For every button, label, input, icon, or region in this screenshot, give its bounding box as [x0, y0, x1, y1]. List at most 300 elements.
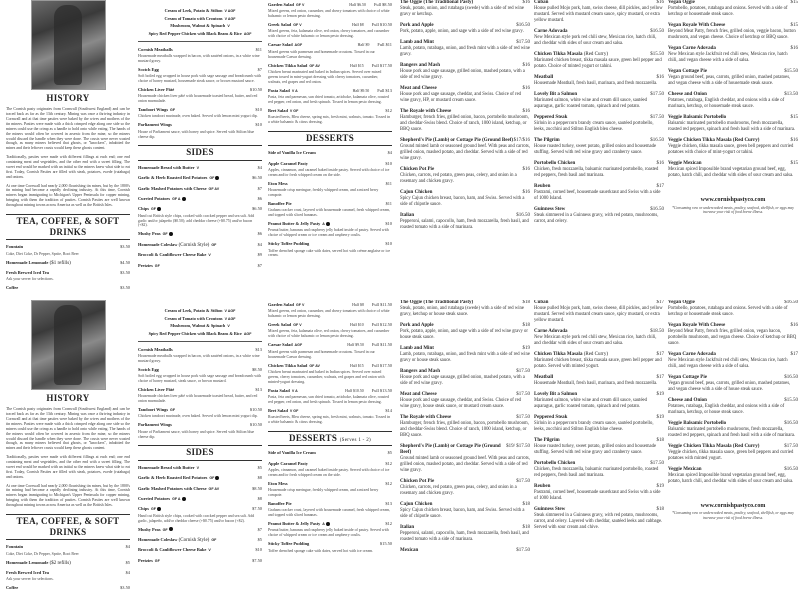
- full-price: Full $17.50: [371, 362, 392, 368]
- drinks-title: TEA, COFFEE, & SOFT DRINKS: [6, 214, 130, 241]
- item-header: [138, 196, 262, 203]
- item-name: Homemade Lemonade: [6, 559, 49, 565]
- item-description: Potatoes, rutabaga, English cheddar, and onions with a side of marinara, ketchup, or house steak sauce.: [668, 404, 785, 415]
- dietary-tag: GF AV: [308, 363, 320, 368]
- pasty-list-a: [400, 300, 530, 554]
- item-price: $6.50: [252, 175, 262, 181]
- full-price: Full $10.50: [371, 22, 392, 28]
- half-price: Half $9.50: [347, 343, 364, 348]
- menu-item: [138, 87, 262, 104]
- item-price: $4.50: [120, 259, 130, 265]
- item-price: $13: [385, 500, 392, 506]
- item-title: [138, 175, 219, 182]
- dietary-tag: GF: [210, 242, 217, 247]
- item-name: Shepherd's Pie (Lamb) or Cottage Pie (Ground Beef): [400, 138, 514, 143]
- item-price: $13: [255, 346, 262, 352]
- item-title: [6, 585, 18, 592]
- soup-name: Cream of Tomato with Croutons: [164, 315, 224, 321]
- item-description: Mixed greens, red onion, cucumber, and cherry tomatoes with choice of white balsamic or lemon pesto dressing.: [268, 9, 390, 19]
- menu-item: [268, 150, 392, 157]
- item-description: Roasted beets, Bleu cheese, spring mix, fresh mint, walnuts, tomato. Tossed in a white balsamic & citrus dressing.: [268, 415, 391, 424]
- item-price: $3.50: [120, 244, 130, 250]
- item-price: $17.50: [516, 392, 530, 397]
- item-description: Portobello, potatoes, rutabaga and onions. Served with a side of ketchup or housemade steak sauce.: [668, 306, 788, 318]
- item-price: $4: [387, 150, 392, 156]
- menu-item: [400, 190, 530, 208]
- menu-item: [138, 263, 262, 270]
- item-title: [138, 422, 172, 429]
- item-description: Marinated salmon, white wine and cream dill sauce, sautéed asparagus, garlic roasted tomato, spinach and red potato.: [534, 398, 647, 410]
- item-price: $8.50: [252, 366, 262, 372]
- item-header: [138, 165, 262, 172]
- item-price: $16: [522, 86, 530, 92]
- menu-item: [268, 541, 392, 553]
- dietary-tag: GF: [169, 408, 176, 413]
- item-name: The Pilgrim: [534, 438, 560, 443]
- pasties-column-b: [534, 0, 664, 300]
- item-header: [138, 547, 262, 554]
- item-name: Chicken Liver Pâté: [138, 86, 175, 92]
- dietary-tag: GF: [153, 558, 160, 563]
- menu-item: [138, 506, 262, 523]
- item-description: Pasta, feta and parmesan, sun dried tomato, artichoke, kalamata olive, roasted red pepper, red onion, and fresh spinach. Tossed in lemon pesto dressing.: [268, 94, 389, 104]
- vegan-option-icon: [326, 222, 330, 226]
- full-price: Full $12.50: [371, 322, 392, 328]
- item-price: $4: [257, 241, 262, 247]
- item-price: $17.50: [516, 415, 530, 420]
- item-name: Homemade Bread with Butter: [138, 464, 195, 470]
- item-description: Marinated chicken breast, tikka masala sauce, green bell pepper and potato. Served with minted yogurt.: [534, 358, 662, 369]
- history-paragraph: At one time Cornwall had nearly 2,000 flourishing tin mines, but by the 1800's tin mining had become a rapidly declining industry. At this time, Cornish miners began immigrating to Michigan's Upper Peninsula for copper mining, bringing with them the tradition of pasties. Cornish Pasties are well known throughout mining towns across America as well as the British Isles.: [6, 183, 130, 207]
- menu-item: [138, 558, 262, 565]
- item-header: [268, 42, 392, 49]
- item-description: Soft boiled egg wrapped in house pork with sage sausage and breadcrumb with choice of honey mustard, housemade steak sauce, or brown mustard sauce.: [138, 73, 262, 83]
- menu-item: [534, 329, 664, 347]
- item-description: Balsamic marinated portobello mushrooms, fresh mozzarella, roasted red peppers, spinach and fresh basil with a side of marinara.: [668, 121, 796, 133]
- item-header: [268, 221, 392, 228]
- item-header: [138, 465, 262, 472]
- item-price: $4: [125, 570, 130, 576]
- item-name: The Oggie (The Traditional Pasty): [400, 300, 474, 305]
- item-header: [138, 537, 262, 544]
- item-description: Pork, potato, apple, onion, and sage with a side of red wine gravy or house steak sauce.: [400, 329, 528, 341]
- item-name: Vegan Carne Adovada: [668, 46, 716, 51]
- item-name: Parliament Wings: [138, 422, 172, 428]
- pasties-column-a: [400, 300, 530, 600]
- item-price: $15.50: [650, 51, 664, 57]
- half-price: Half $9.50: [352, 88, 370, 93]
- item-header: [138, 87, 262, 94]
- item-name: Meat and Cheese: [400, 392, 437, 397]
- item-title: [138, 496, 186, 503]
- vegan-option-icon: [215, 176, 219, 180]
- item-header: [268, 501, 392, 508]
- item-price: $10: [255, 107, 262, 113]
- item-header: [138, 122, 262, 129]
- menu-item: [534, 92, 664, 110]
- item-header: [6, 285, 130, 292]
- menu-item: [534, 300, 664, 324]
- pasty-list-b: [534, 300, 664, 531]
- item-name: Chicken Pot Pie: [400, 479, 435, 484]
- item-price: $19: [656, 484, 664, 489]
- item-name: Vegan Cottage Pie: [668, 69, 707, 74]
- item-description: Graham cracker crust, layered with housemade caramel, fresh whipped cream, and topped with sliced bananas.: [268, 208, 391, 217]
- item-header: [268, 302, 392, 309]
- item-title: [400, 444, 506, 457]
- dietary-tag: V: [195, 165, 200, 170]
- dietary-tag: V A: [290, 88, 298, 93]
- item-description: Graham cracker crust, layered with housemade caramel, fresh whipped cream, and topped with sliced bananas.: [268, 508, 391, 517]
- menu-item: [668, 398, 798, 416]
- menu-item: [138, 422, 262, 439]
- item-header: [268, 388, 392, 395]
- item-name: The Pilgrim: [534, 138, 560, 143]
- dietary-tag: GF AV: [308, 63, 320, 68]
- menu-item: [400, 415, 530, 439]
- item-description: House pork and sage sausage, grilled onion, mashed potato, with a side of red wine gravy.: [400, 375, 525, 387]
- item-header: [400, 548, 530, 554]
- item-title: [6, 570, 49, 577]
- menu-item: [400, 63, 530, 81]
- item-price: $16.50: [516, 23, 530, 28]
- menu-item: [668, 23, 798, 41]
- item-name: Veggie Balsamic Portobello: [668, 420, 727, 426]
- vegan-option-icon: [157, 207, 161, 211]
- item-name: Cheese and Onion: [668, 397, 707, 403]
- item-title: [268, 388, 298, 395]
- item-description: Steak simmered in a Guinness gravy, with red potato, mushrooms, carrot, and celery. Layered with cheddar, sautéed leeks and cabbage. Served with sour cream and chive.: [534, 513, 663, 530]
- item-price: $7: [257, 185, 262, 191]
- soup-name: Mushroom, Walnut & Spinach: [170, 323, 227, 329]
- menu-item: [138, 175, 262, 182]
- item-description: Steak, potato, onion, and rutabaga (swede) with a side of red wine gravy or ketchup.: [400, 6, 524, 18]
- item-description: Toffee drenched sponge cake with dates, served hot with ice cream.: [268, 548, 374, 553]
- menu-item: [138, 47, 262, 64]
- item-price: $7.50: [252, 506, 262, 512]
- item-price: $12: [385, 480, 392, 486]
- item-name: Scotch Egg: [138, 66, 159, 72]
- item-header: [138, 67, 262, 74]
- menu-item: [400, 444, 530, 474]
- item-price: $3.50: [120, 270, 130, 276]
- item-description: Pastrami, corned beef, housemade sauerkraut and Swiss with a side of 1000 Island.: [534, 190, 661, 202]
- menu-item: [268, 450, 392, 457]
- item-header: [138, 242, 262, 249]
- item-name: Vegan Oggie: [668, 300, 695, 305]
- item-title: [6, 244, 23, 251]
- item-name: Vegan Royale With Cheese: [668, 323, 726, 328]
- item-description: Coke, Diet Coke, Dr Pepper, Sprite, Root Beer: [6, 251, 79, 256]
- item-name: Eton Mess: [268, 480, 288, 486]
- item-name: Sticky Toffee Pudding: [268, 541, 310, 547]
- history-drinks-column: [6, 0, 130, 300]
- item-name: Guinness Stew: [534, 207, 566, 212]
- item-price: $16: [656, 161, 664, 166]
- vegan-option-icon: [182, 497, 186, 501]
- item-description: Chicken, fresh mozzarella, balsamic marinated portobello, roasted red peppers, fresh basil and marinara.: [534, 167, 659, 179]
- item-price: $19: [522, 346, 530, 351]
- item-description: Coke, Diet Coke, Dr Pepper, Sprite, Root Beer: [6, 551, 79, 556]
- half-price: Half $10: [350, 323, 364, 328]
- full-price: Full $13: [377, 87, 392, 93]
- menu-item: [6, 270, 130, 282]
- item-name: Guinness Stew: [534, 507, 566, 512]
- item-name: Peppered Steak: [534, 115, 568, 120]
- item-price: $11: [385, 200, 392, 206]
- item-title: [138, 122, 172, 129]
- menu-item: [534, 461, 664, 479]
- item-name: Garlic Mashed Potatoes with Cheese: [138, 485, 207, 491]
- item-price: $15.50: [784, 397, 798, 403]
- soup-name: Spicy Red Pepper Chicken with Black Beans & Rice: [148, 331, 243, 337]
- item-header: [138, 186, 262, 193]
- item-description: House pulled Mojo pork, ham, swiss cheese, dill pickles, and yellow mustard. Served with mustard cream sauce, spicy mustard, or extra yellow mustard.: [534, 306, 663, 323]
- item-price: $16: [522, 63, 530, 69]
- item-title: [268, 88, 298, 95]
- item-name: Vegan Oggie: [668, 0, 695, 5]
- history-paragraph: The Cornish pasty originates from Cornwall (Southwest England) and can be traced back as far as the 13th century. Mining was once a thriving industry in Cornwall and at that time pasties were baked by the wives and mothers of the tin miners. Pasties were made with a thick crimped edge along one side so the miners could use the crimp as a handle to hold onto while eating. The hands of the miners would often be covered in arsenic from the mine, so the miners would discard the handle when they were done. The crusts were never wasted though, as many miners believed that ghosts, or "knockers", inhabited the mines and their leftover crusts would keep these ghosts content.: [6, 107, 130, 151]
- soups-starters-sides-column: [138, 300, 262, 600]
- menu-item: [138, 537, 262, 544]
- item-name: Broccoli & Cauliflower Cheese Bake: [138, 547, 207, 553]
- menu-item: [534, 138, 664, 156]
- starters-list: [138, 47, 262, 140]
- item-description: Vegan ground beef, peas, carrots, grilled onion, mashed potatoes, and vegan cheese with a side of housemade steak sauce.: [668, 75, 791, 87]
- item-name: Apple Caramel Pasty: [268, 160, 308, 166]
- item-name: Lamb and Mint: [400, 40, 434, 46]
- history-drinks-column: [6, 300, 130, 600]
- soup-list: [138, 308, 262, 337]
- item-price: $5: [257, 537, 262, 542]
- full-price: Full $17.50: [371, 62, 392, 68]
- item-price: $16: [790, 323, 798, 328]
- vegan-column: [668, 300, 798, 600]
- menu-item: [138, 107, 262, 119]
- item-price: $17: [656, 374, 664, 380]
- item-description: Toffee drenched sponge cake with dates, served hot with crème anglaise or ice cream.: [268, 248, 391, 258]
- item-description: Hand cut British style chips, cooked with cracked pepper and sea salt. Add garlic and/or jalapeño ($0.50); add cheddar cheese (+$0.75) and/or bacon (+$2).: [138, 213, 255, 228]
- menu-item: [268, 501, 392, 518]
- item-price: $10: [385, 160, 392, 166]
- item-price: $3.50: [120, 285, 130, 291]
- dietary-tag: V AGF: [224, 9, 236, 13]
- item-description: Beyond Meat Patty, french fries, grilled onion, vegan bacon, portobello mushroom, and vegan cheese. Choice of ketchup or BBQ sauce.: [668, 329, 797, 346]
- item-price: $17.50: [650, 92, 664, 97]
- item-header: [138, 486, 262, 493]
- item-header: [268, 521, 392, 528]
- menu-item: [534, 207, 664, 225]
- item-description: Spicy Cajun chicken breast, bacon, ham, and Swiss. Served with a side of chipotle sauce.: [400, 508, 525, 520]
- item-price: $17.50: [516, 548, 530, 553]
- item-price: $16.50: [784, 300, 798, 305]
- menu-item: [138, 347, 262, 364]
- item-description: Chicken, fresh mozzarella, balsamic marinated portobello, roasted red peppers, fresh basil and marinara.: [534, 467, 659, 479]
- item-description: Steak, potato, onion, and rutabaga (swede) with a side of red wine gravy, ketchup or house steak sauce.: [400, 306, 524, 318]
- pasties-column-b: [534, 300, 664, 600]
- menu-item: [668, 115, 798, 133]
- vegan-column: [668, 0, 798, 300]
- menu-item: [268, 161, 392, 178]
- item-title: [138, 475, 219, 482]
- item-description: Mixed greens, feta, kalamata olive, red onion, cherry tomatoes, and cucumber with choice of white balsamic or lemon pesto dressing.: [268, 29, 390, 39]
- item-price: $15: [790, 115, 798, 120]
- item-name: Eton Mess: [268, 180, 288, 186]
- menu-item: [668, 46, 798, 64]
- desserts-title: [268, 131, 392, 146]
- dietary-tag: GF A: [171, 196, 181, 201]
- item-note: (Red Curry): [582, 51, 609, 57]
- item-description: House pork and sage sausage, cheddar, and Swiss. Choice of red wine gravy, HP, or mustard cream sauce.: [400, 92, 522, 104]
- dietary-tag: AGF: [293, 43, 303, 48]
- item-header: [138, 387, 262, 394]
- item-name: Reuben: [534, 484, 551, 489]
- desserts-title-text: DESSERTS: [289, 432, 338, 443]
- item-header: [268, 88, 392, 95]
- item-header: [268, 241, 392, 248]
- item-price: $10: [255, 547, 262, 553]
- dietary-tag: A: [321, 222, 325, 227]
- item-title: [138, 367, 159, 374]
- item-name: Garlic & Herb Roasted Red Potatoes: [138, 175, 208, 181]
- dietary-tag: AGF: [243, 332, 252, 337]
- item-price: $18: [522, 525, 530, 530]
- item-header: [6, 544, 130, 551]
- item-description: Housemade meatballs wrapped in bacon, with sautéed onions, in a white wine mustard gravy.: [138, 53, 260, 63]
- item-price: $17: [790, 351, 798, 357]
- menu-item: [138, 231, 262, 238]
- item-price: $16.50: [650, 207, 664, 212]
- dietary-tag: V: [195, 465, 200, 470]
- item-price: $17.50: [650, 115, 664, 120]
- item-description: Chicken breast marinated and baked in Indian spices. Served over mixed greens tossed in mint-yogurt dressing with cherry tomatoes, cucumber, walnuts, red grapes and red onion.: [268, 69, 382, 84]
- menu-item: [534, 29, 664, 47]
- item-header: [268, 108, 392, 115]
- item-price: $16: [522, 189, 530, 195]
- menu-item: [138, 122, 262, 139]
- drinks-list: [6, 244, 130, 292]
- salad-item: [268, 388, 392, 405]
- dietary-tag: GF: [161, 232, 168, 237]
- salad-item: [268, 88, 392, 105]
- menu-item: [6, 244, 130, 256]
- item-header: [138, 107, 262, 114]
- menu-item: [534, 52, 664, 70]
- menu-item: [400, 502, 530, 520]
- item-name: Carne Adovada: [534, 28, 568, 34]
- item-header: [6, 270, 130, 277]
- menu-item: [6, 285, 130, 292]
- menu-item: [400, 167, 530, 185]
- menu-item: [400, 548, 530, 554]
- item-description: Lamb, potato, rutabaga, onion, and fresh mint with a side of red wine gravy or house steak sauce.: [400, 352, 530, 364]
- history-paragraph: Traditionally, pasties were made with different fillings at each end; one end containing meat and vegetables, and the other end with a sweet filling. The sweet end would be marked with an initial so the miners knew what side to eat first. Today, Cornish Pasties are filled with steak, potatoes, rwede (rutabaga) and onions.: [6, 155, 130, 179]
- soup-item: [138, 323, 262, 328]
- item-name: Vegan Royale With Cheese: [668, 23, 726, 28]
- half-price: Half $8: [351, 23, 364, 28]
- menu-item: [400, 300, 530, 318]
- divider: [138, 341, 262, 342]
- full-price: Full $11: [377, 42, 392, 48]
- item-price: $10: [385, 241, 392, 247]
- item-title: [268, 541, 309, 548]
- item-header: [268, 2, 392, 9]
- item-header: [138, 347, 262, 354]
- website-link[interactable]: www.cornishpastyco.com: [700, 502, 766, 509]
- item-title: [138, 527, 173, 534]
- pasty-list-a: [400, 0, 530, 231]
- sides-list: [138, 465, 262, 566]
- item-description: Pepperoni, salami, capocollo, ham, fresh mozzarella, fresh basil, and roasted tomato with a side of marinara.: [400, 219, 529, 230]
- dietary-tag: GF A: [171, 496, 181, 501]
- salad-item: [268, 363, 392, 385]
- menu-item: [534, 75, 664, 87]
- item-description: Roasted beets, Bleu cheese, spring mix, fresh mint, walnuts, tomato. Tossed in a white balsamic & citrus dressing.: [268, 115, 391, 124]
- website-link[interactable]: www.cornishpastyco.com: [700, 197, 766, 203]
- item-note: (Cornish Style): [177, 242, 210, 248]
- vegan-option-icon: [169, 232, 173, 236]
- half-price: Half $6.50: [349, 3, 366, 7]
- item-title: [268, 22, 302, 29]
- item-price: $10.50: [249, 86, 262, 92]
- menu-item: [268, 481, 392, 498]
- history-paragraphs: [6, 107, 130, 208]
- item-description: Ground minted lamb or seasoned ground beef. With peas and carrots, grilled onion, mashed potato, and cheddar. Served with a side of red wine gravy.: [400, 456, 530, 474]
- soups-starters-sides-column: [138, 0, 262, 300]
- item-name: Peanut Butter & Jelly Pasty: [268, 521, 321, 527]
- item-title: [268, 161, 308, 168]
- item-name: Peanut Butter & Jelly Pasty: [268, 221, 321, 227]
- item-price: $10: [385, 221, 392, 227]
- item-header: [6, 585, 130, 592]
- item-description: New Mexican style pork red chili stew, Mexican rice, hatch chili, and cheddar with sides of sour cream and salsa.: [534, 35, 657, 46]
- item-name: Chicken Liver Pâté: [138, 386, 175, 392]
- menu-item: [668, 444, 798, 462]
- item-name: Meatball: [534, 74, 554, 80]
- salad-item: [268, 2, 392, 19]
- dietary-tag: V AGF: [224, 16, 236, 21]
- vegan-option-icon: [182, 197, 186, 201]
- menu-item: [138, 252, 262, 259]
- item-header: [138, 496, 262, 503]
- item-note: ($1 refills): [48, 260, 71, 266]
- item-title: [138, 537, 216, 544]
- item-description: Pork, potato, apple, onion, and sage with a side of red wine gravy.: [400, 29, 524, 35]
- sides-list: [138, 165, 262, 270]
- item-header: [6, 244, 130, 251]
- item-name: Banoffee Pie: [268, 200, 292, 206]
- soup-name: Spicy Red Pepper Chicken with Black Beans & Rice: [148, 31, 243, 37]
- menu-item: [534, 161, 664, 179]
- item-header: [138, 475, 262, 482]
- history-paragraph: The Cornish pasty originates from Cornwall (Southwest England) and can be traced back as far as the 13th century. Mining was once a thriving industry in Cornwall and at that time pasties were baked by the wives and mothers of the tin miners. Pasties were made with a thick crimped edge along one side so the miners could use the crimp as a handle to hold onto while eating. The hands of the miners would often be covered in arsenic from the mine, so the miners would discard the handle when they were done. The crusts were never wasted though, as many miners believed that ghosts, or "knockers", inhabited the mines and their leftover crusts would keep these ghosts content.: [6, 407, 130, 451]
- dietary-tag: V: [207, 253, 211, 258]
- item-name: Reuben: [534, 184, 551, 189]
- vegan-list: [668, 0, 798, 179]
- item-price: $7: [257, 526, 262, 532]
- item-price: $10: [255, 122, 262, 128]
- item-title: [138, 196, 186, 203]
- dietary-tag: V: [207, 548, 211, 553]
- item-name: Caesar Salad: [268, 342, 293, 348]
- item-price: $18: [522, 502, 530, 507]
- item-price: $10.50: [249, 407, 262, 413]
- item-name: Greek Salad: [268, 22, 292, 28]
- item-name: Meat and Cheese: [400, 86, 437, 92]
- dietary-tag: V: [227, 24, 230, 29]
- item-price: $15: [790, 161, 798, 166]
- menu-item: [400, 0, 530, 18]
